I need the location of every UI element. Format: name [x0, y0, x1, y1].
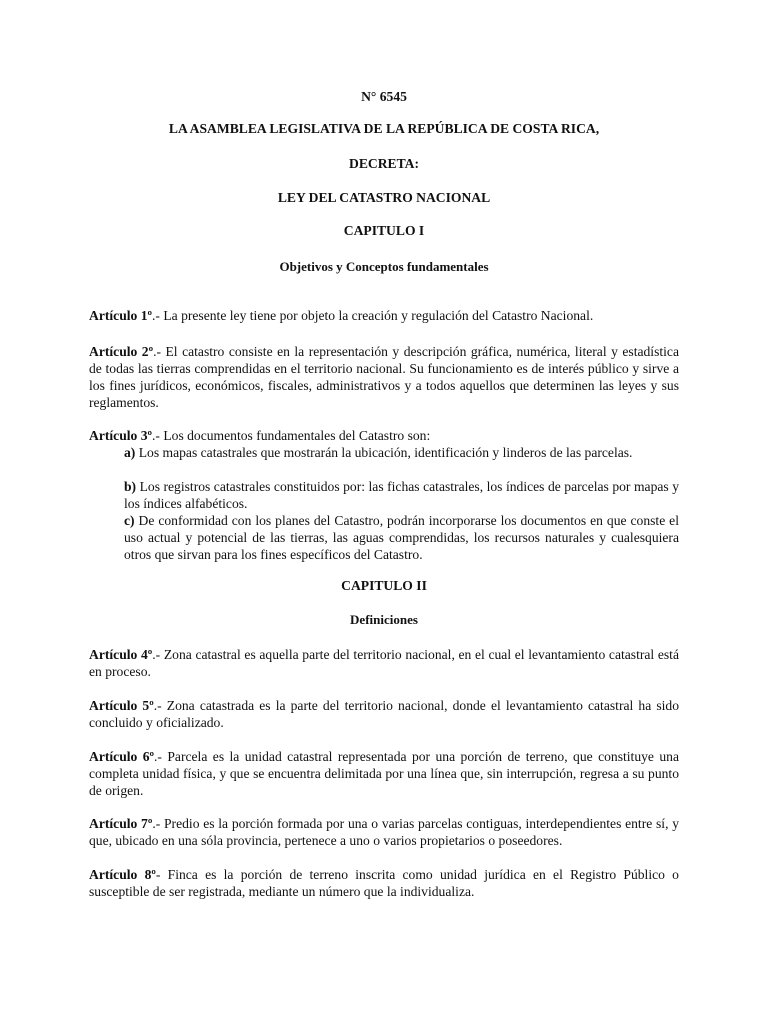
law-number: N° 6545 — [361, 89, 407, 104]
article-3-item-c — [124, 512, 679, 563]
article-7-text: .- Predio es la porción formada por una o varias parcelas contiguas, interdependientes entre sí, y que, ubicado en una sóla provincia, pertenece a uno o varios propietarios o poseedores. — [89, 816, 679, 848]
item-b-label: b) — [124, 479, 137, 494]
article-4-text: .- Zona catastral es aquella parte del territorio nacional, en el cual el levantamiento catastral está en proceso. — [89, 647, 679, 679]
article-6-text: .- Parcela es la unidad catastral representada por una porción de terreno, que constituye una completa unidad física, y que se encuentra delimitada por una línea que, sin interrupción, regresa a su punto de origen. — [89, 749, 679, 798]
article-6 — [89, 748, 679, 799]
law-title: LEY DEL CATASTRO NACIONAL — [277, 190, 491, 205]
chapter-1-title: CAPITULO I — [343, 223, 425, 238]
item-b-text: Los registros catastrales constituidos por: las fichas catastrales, los índices de parcelas por mapas y los índices alfabéticos. — [124, 479, 679, 511]
chapter-2-title: CAPITULO II — [341, 578, 427, 593]
article-5 — [89, 697, 679, 731]
article-8-label: Artículo 8º — [89, 867, 156, 882]
article-4 — [89, 646, 679, 680]
article-7 — [89, 815, 679, 849]
article-8-text: - Finca es la porción de terreno inscrita como unidad jurídica en el Registro Público o susceptible de ser registrada, mediante un número que la individualiza. — [89, 867, 679, 899]
article-2-text: .- El catastro consiste en la representación y descripción gráfica, numérica, literal y estadística de todas las tierras comprendidas en el territorio nacional. Su funcionamiento es de interés público y sirve a los fines jurídicos, económicos, fiscales, administrativos y a todos aquellos que determinen las leyes y sus reglamentos. — [89, 344, 679, 410]
article-7-label: Artículo 7º — [89, 816, 153, 831]
article-8 — [89, 866, 679, 900]
item-c-label: c) — [124, 513, 135, 528]
article-3-item-b — [124, 478, 679, 512]
article-6-label: Artículo 6º — [89, 749, 155, 764]
article-2 — [89, 343, 679, 411]
decreta-heading: DECRETA: — [349, 156, 419, 171]
article-2-label: Artículo 2º — [89, 344, 154, 359]
chapter-2-subtitle: Definiciones — [350, 612, 418, 627]
article-3 — [89, 427, 679, 444]
item-a-text: Los mapas catastrales que mostrarán la ubicación, identificación y linderos de las parcelas. — [135, 445, 633, 460]
article-5-label: Artículo 5º — [89, 698, 154, 713]
assembly-heading: LA ASAMBLEA LEGISLATIVA DE LA REPÚBLICA DE COSTA RICA, — [168, 121, 600, 136]
article-3-text: .- Los documentos fundamentales del Catastro son: — [152, 428, 431, 443]
article-3-label: Artículo 3º — [89, 428, 153, 443]
item-c-text: De conformidad con los planes del Catastro, podrán incorporarse los documentos en que conste el uso actual y potencial de las tierras, las aguas comprendidas, los recursos naturales y cualesquiera otros que sirvan para los fines específicos del Catastro. — [124, 513, 679, 562]
article-1-label: Artículo 1º — [89, 308, 153, 323]
article-3-item-a — [124, 444, 679, 461]
article-1 — [89, 307, 679, 324]
article-1-text: .- La presente ley tiene por objeto la creación y regulación del Catastro Nacional. — [152, 308, 594, 323]
article-4-label: Artículo 4º — [89, 647, 153, 662]
chapter-1-subtitle: Objetivos y Conceptos fundamentales — [279, 259, 489, 274]
item-a-label: a) — [124, 445, 136, 460]
article-5-text: .- Zona catastrada es la parte del territorio nacional, donde el levantamiento catastral ha sido concluido y oficializado. — [89, 698, 679, 730]
